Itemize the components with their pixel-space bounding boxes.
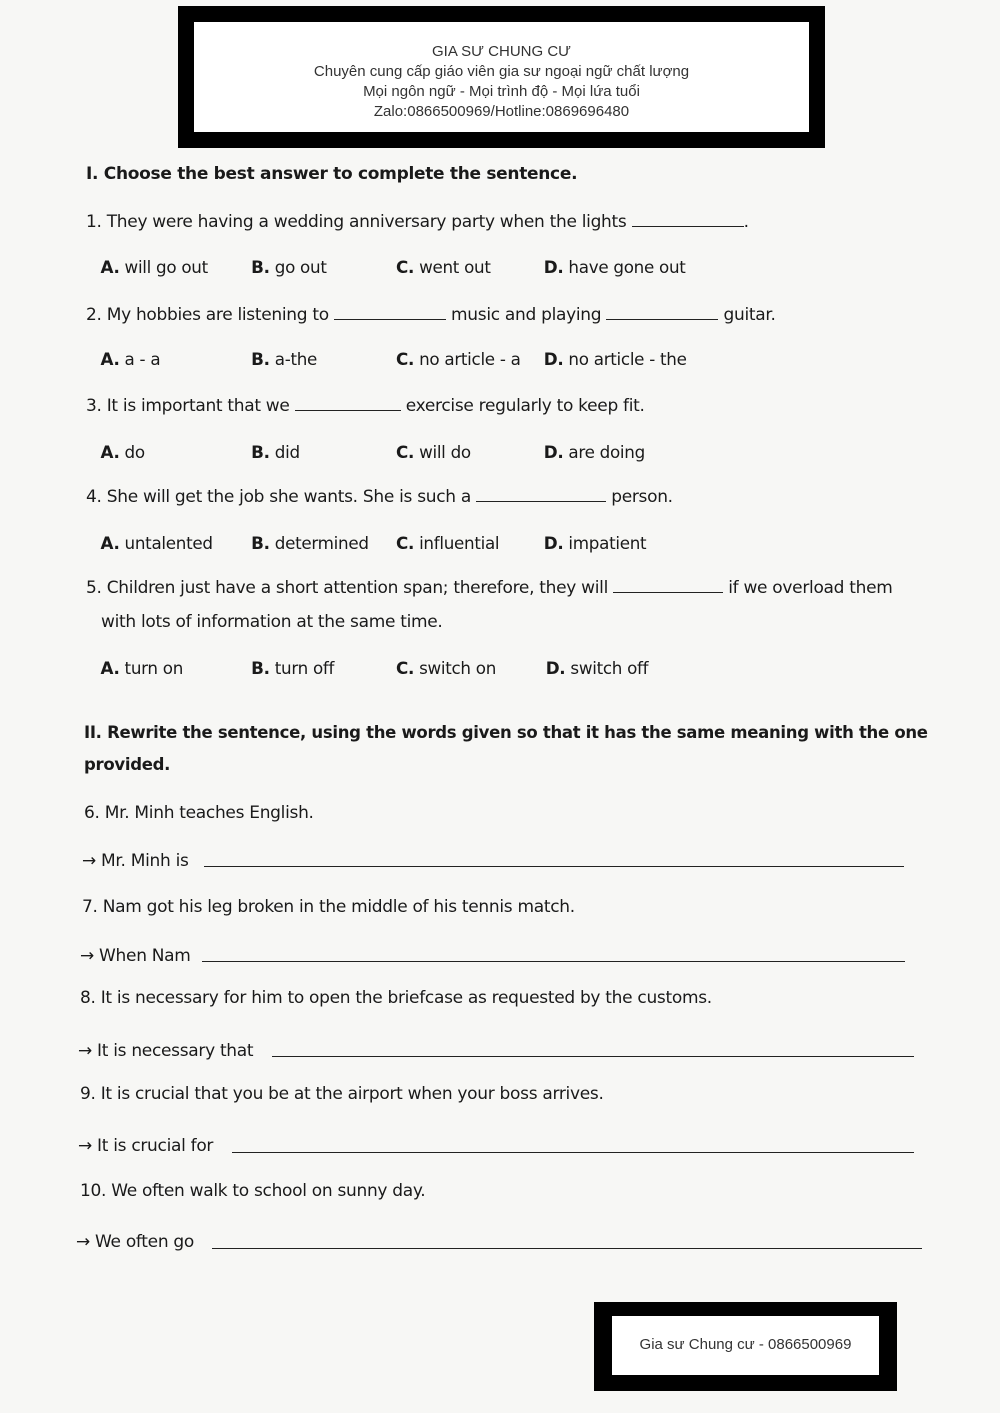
question-1 [86,212,749,232]
option-a: A. do [100,443,145,463]
question-5 [86,578,893,598]
option-d: D. impatient [543,534,647,554]
option-c: C. went out [395,258,491,278]
question-3-text: 3. It is important that we [86,396,295,416]
question-3 [86,396,645,416]
answer-line-7 [202,961,905,962]
rewrite-prompt-8: → It is necessary that [78,1041,254,1061]
question-3-end: exercise regularly to keep fit. [400,396,645,416]
footer-text: Gia sư Chung cư - 0866500969 [612,1316,879,1375]
question-3-options [0,443,985,467]
question-4-options [0,534,985,558]
answer-blank [476,500,606,502]
header-line-2: Mọi ngôn ngữ - Mọi trình độ - Mọi lứa tuổi [363,83,640,100]
rewrite-sentence-8: 8. It is necessary for him to open the briefcase as requested by the customs. [80,988,712,1008]
rewrite-sentence-6: 6. Mr. Minh teaches English. [84,803,314,823]
rewrite-sentence-7: 7. Nam got his leg broken in the middle of his tennis match. [82,897,575,917]
answer-line-6 [204,866,904,867]
question-2-options [0,350,985,374]
rewrite-prompt-10: → We often go [76,1232,195,1252]
question-2-text: 2. My hobbies are listening to [86,305,334,325]
answer-line-10 [212,1248,922,1249]
answer-blank [295,409,401,411]
option-a: A. turn on [100,659,184,679]
option-d: D. switch off [545,659,649,679]
rewrite-prompt-9: → It is crucial for [78,1136,214,1156]
question-2 [86,305,776,325]
option-c: C. influential [395,534,500,554]
section-2-title-line-2: provided. [84,755,171,774]
rewrite-sentence-9: 9. It is crucial that you be at the airport when your boss arrives. [80,1084,604,1104]
option-d: D. have gone out [543,258,686,278]
option-b: B. did [251,443,300,463]
section-2-title: II. Rewrite the sentence, using the words given so that it has the same meaning with the one [84,723,928,742]
rewrite-sentence-10: 10. We often walk to school on sunny day. [80,1181,426,1201]
option-a: A. untalented [100,534,213,554]
question-1-end: . [743,212,749,232]
option-d: D. no article - the [543,350,687,370]
question-5-options [0,659,985,683]
header-line-3: Zalo:0866500969/Hotline:0869696480 [373,103,630,120]
option-c: C. will do [395,443,471,463]
header-line-1: Chuyên cung cấp giáo viên gia sư ngoại ngữ chất lượng [313,63,690,80]
question-4-text: 4. She will get the job she wants. She is such a [86,487,477,507]
section-1-title: I. Choose the best answer to complete the sentence. [86,164,578,184]
header-title: GIA SƯ CHUNG CƯ [432,43,571,60]
answer-line-9 [232,1152,914,1153]
question-1-text: 1. They were having a wedding anniversary party when the lights [86,212,632,232]
question-5-continuation: with lots of information at the same time. [101,612,443,632]
option-c: C. no article - a [395,350,521,370]
question-2-middle: music and playing [445,305,607,325]
option-b: B. determined [251,534,369,554]
rewrite-prompt-6: → Mr. Minh is [82,851,189,871]
option-a: A. will go out [100,258,208,278]
rewrite-prompt-7: → When Nam [80,946,191,966]
header-content [194,22,809,132]
option-c: C. switch on [395,659,497,679]
option-b: B. a-the [251,350,318,370]
option-b: B. turn off [251,659,335,679]
answer-blank [632,225,744,227]
answer-blank [606,318,718,320]
option-b: B. go out [251,258,327,278]
question-2-end: guitar. [718,305,776,325]
answer-blank [334,318,446,320]
question-1-options [0,258,985,282]
option-a: A. a - a [100,350,161,370]
question-4-end: person. [606,487,673,507]
answer-line-8 [272,1056,914,1057]
question-5-text: 5. Children just have a short attention span; therefore, they will [86,578,614,598]
footer-banner [594,1302,897,1391]
question-4 [86,487,673,507]
question-5-end: if we overload them [723,578,893,598]
answer-blank [613,591,723,593]
option-d: D. are doing [543,443,645,463]
header-banner [178,6,825,148]
